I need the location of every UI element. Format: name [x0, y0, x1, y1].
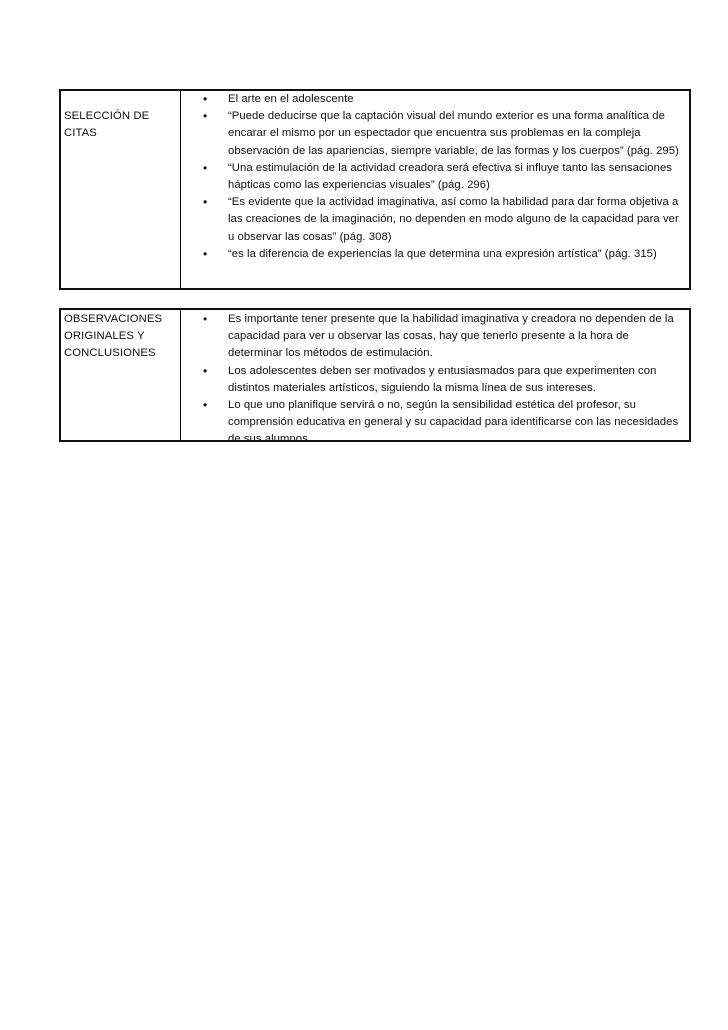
observaciones-content-cell	[181, 310, 689, 446]
list-item-text: Los adolescentes deben ser motivados y entusiasmados para que experimenten con distintos materiales artísticos, siguiendo la misma línea de sus intereses.	[228, 364, 657, 394]
citas-label-cell	[61, 91, 181, 288]
observaciones-label-line-2: ORIGINALES Y	[64, 330, 145, 343]
observaciones-label-cell	[61, 310, 181, 440]
list-item	[203, 363, 683, 397]
citas-table	[59, 89, 691, 290]
observaciones-bullet-list	[203, 311, 683, 449]
list-item	[203, 194, 683, 246]
list-item	[203, 311, 683, 363]
list-item	[203, 108, 683, 160]
list-item-text: El arte en el adolescente	[228, 93, 354, 105]
bullet-icon: •	[203, 246, 208, 261]
list-item	[203, 160, 683, 194]
list-item-text: Es importante tener presente que la habilidad imaginativa y creadora no dependen de la capacidad para ver u observar las cosas, hay que tenerlo presente a la hora de determinar los métodos de estimulación.	[228, 313, 674, 360]
observaciones-label-line-1: OBSERVACIONES	[64, 313, 163, 325]
list-item	[203, 91, 683, 108]
list-item-text: “es la diferencia de experiencias la que determina una expresión artística” (pág. 315)	[228, 247, 657, 260]
bullet-icon: •	[203, 195, 208, 210]
bullet-icon: •	[203, 160, 208, 175]
citas-content-cell	[181, 91, 689, 288]
bullet-icon: •	[203, 312, 208, 326]
citas-label-line-2: CITAS	[64, 127, 97, 140]
list-item-text: “Una estimulación de la actividad creadora será efectiva si influye tanto las sensaciones hápticas como las experiencias visuales” (pág. 296)	[228, 161, 673, 192]
bullet-icon: •	[203, 398, 208, 413]
citas-bullet-list	[203, 91, 683, 263]
list-item-text: “Es evidente que la actividad imaginativa, así como la habilidad para dar forma objetiva a las creaciones de la imaginación, no dependen en modo alguno de la capacidad para ver u observar las cosas” (pág. 308)	[228, 196, 679, 243]
observaciones-table	[59, 308, 691, 446]
list-item-text: “Puede deducirse que la captación visual del mundo exterior es una forma analítica de encarar el mismo por un espectador que encuentra sus problemas en la compleja observación de las apariencias, siempre variable, de las formas y los cuerpos” (pág. 295)	[228, 110, 679, 157]
bullet-icon: •	[203, 109, 208, 124]
bullet-icon: •	[203, 92, 208, 106]
list-item-text: Lo que uno planifique servirá o no, según la sensibilidad estética del profesor, su comprensión educativa en general y su capacidad para identificarse con las necesidades de sus alumnos.	[228, 399, 679, 446]
bullet-icon: •	[203, 363, 208, 378]
list-item	[203, 246, 683, 263]
citas-label-line-1: SELECCIÓN DE	[64, 110, 150, 122]
list-item	[203, 397, 683, 449]
observaciones-label-line-3: CONCLUSIONES	[64, 347, 156, 360]
